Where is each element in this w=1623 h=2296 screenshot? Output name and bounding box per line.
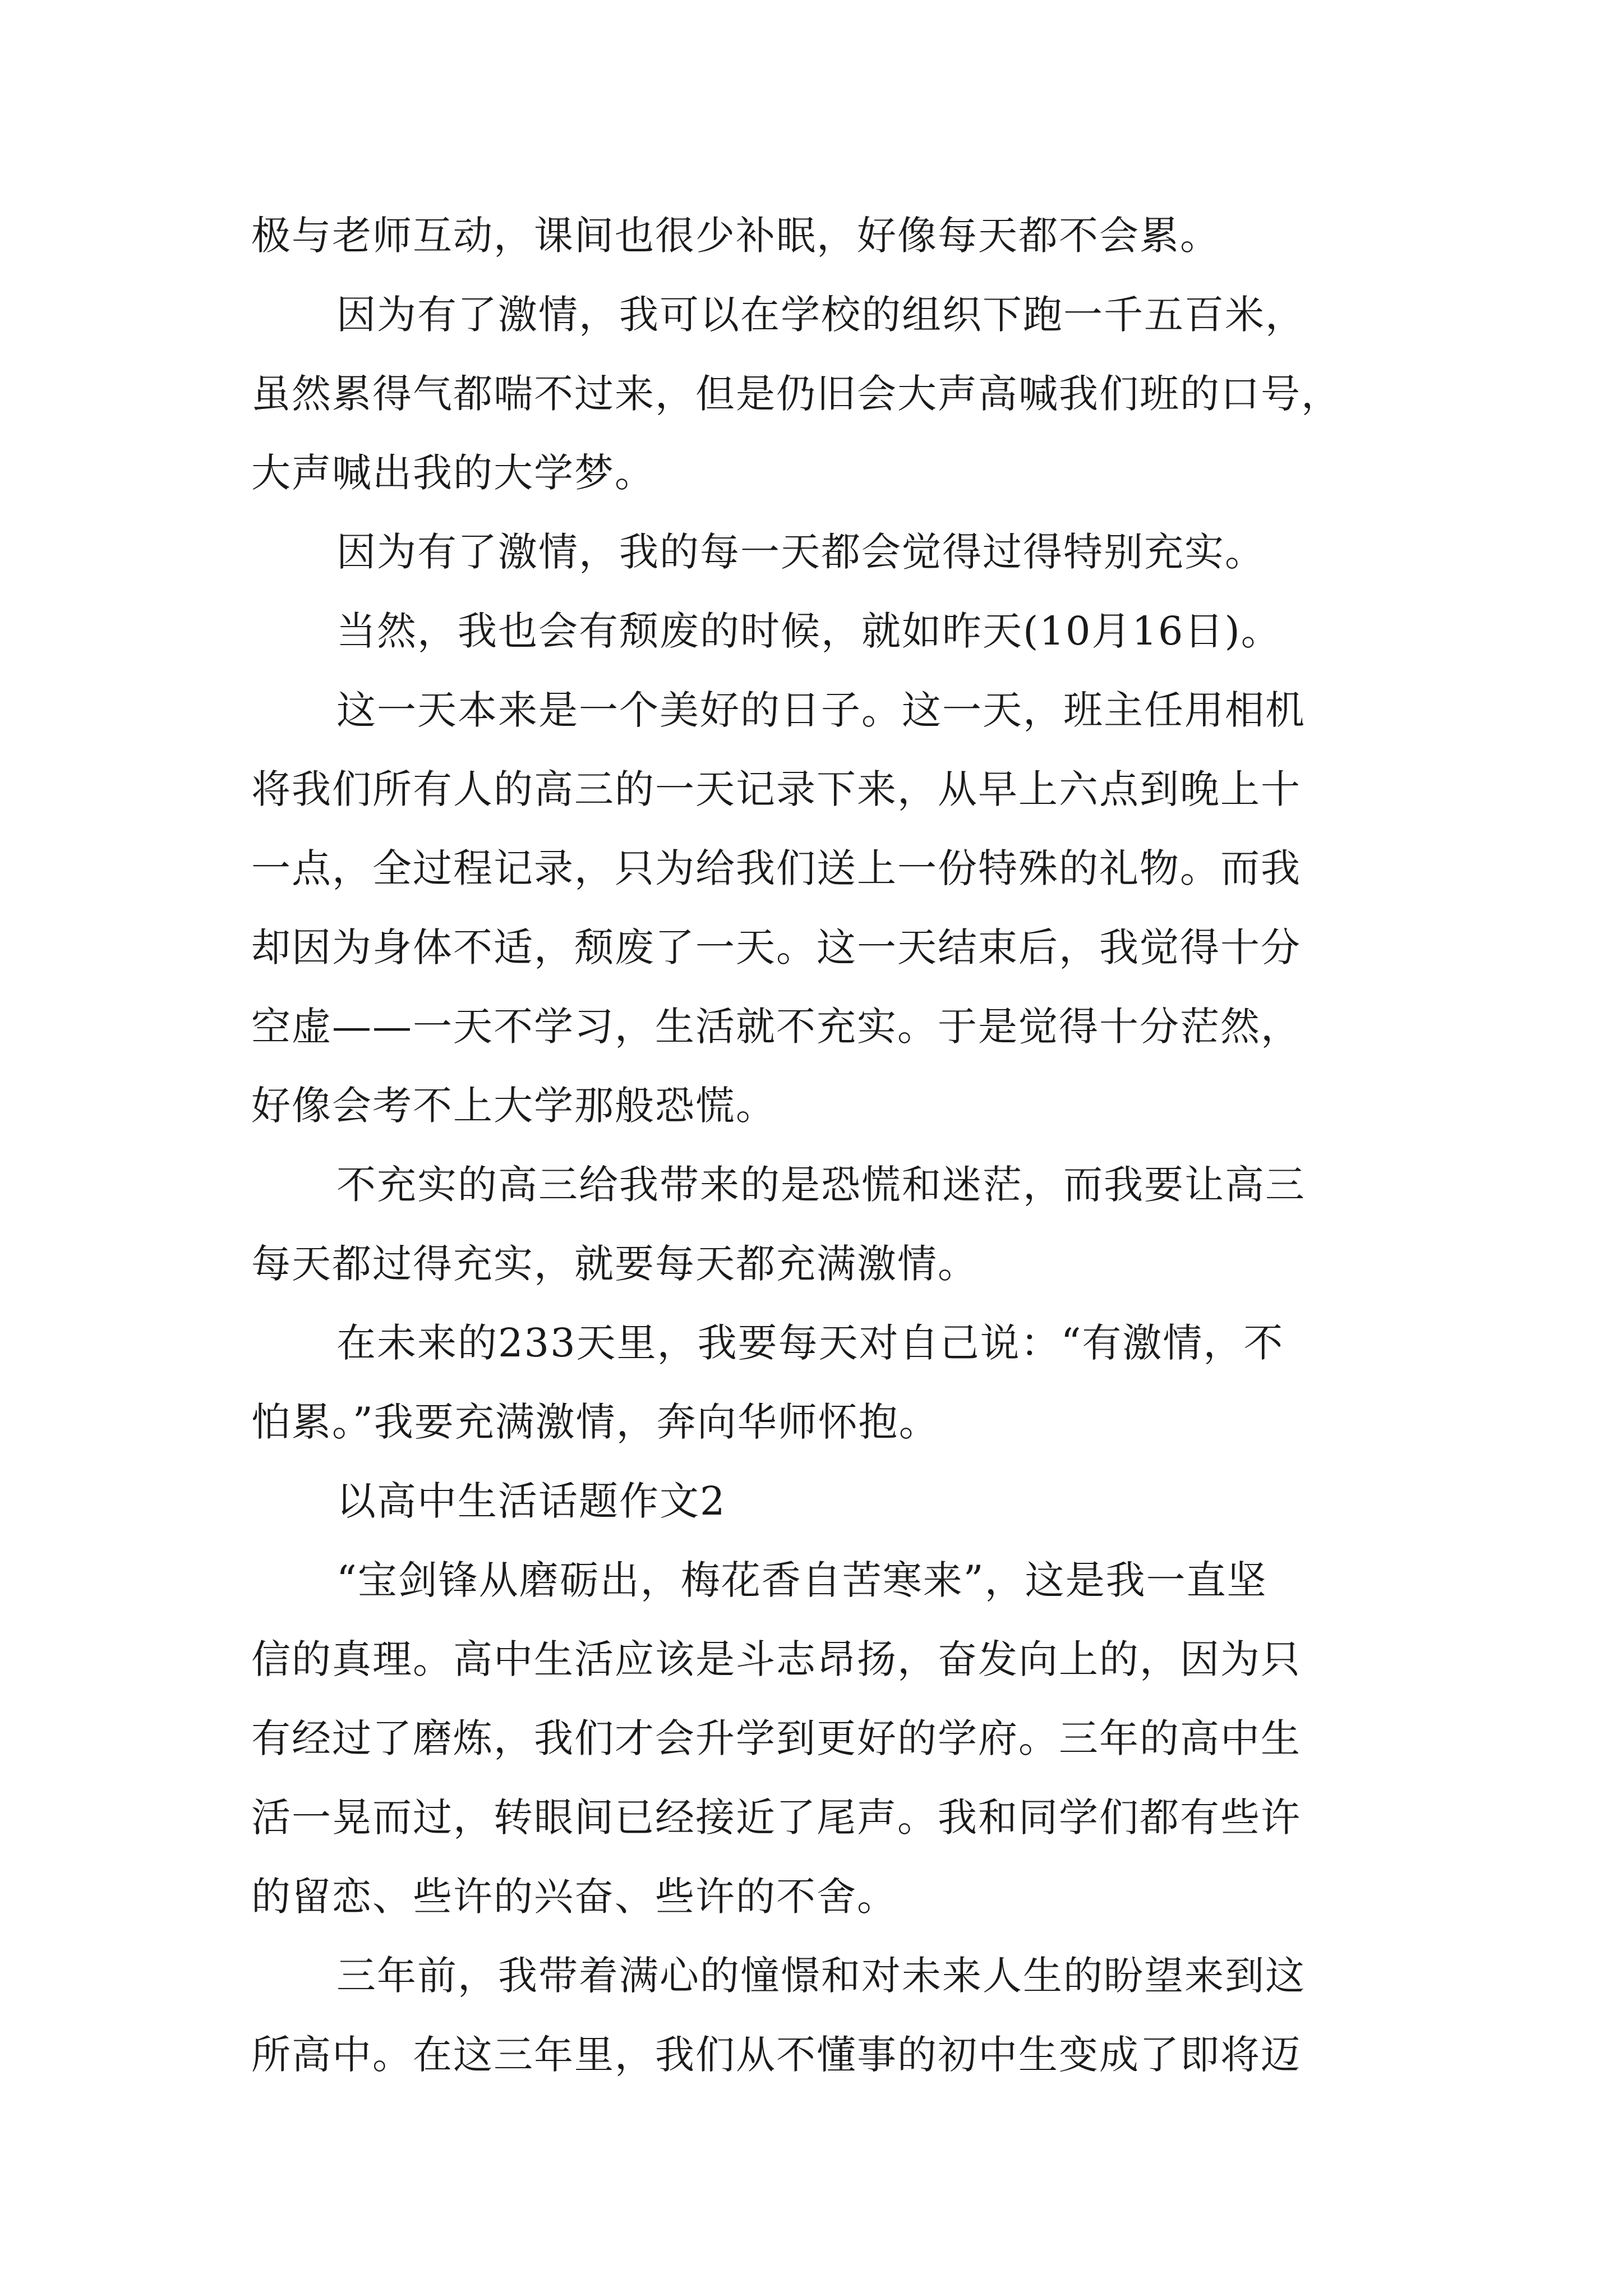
paragraph-start: 在未来的233天里，我要每天对自己说：“有激情，不: [336, 1320, 1284, 1366]
text-line: 好像会考不上大学那般恐慌。: [251, 1083, 776, 1129]
text-line: 却因为身体不适，颓废了一天。这一天结束后，我觉得十分: [251, 924, 1301, 970]
text-line: 信的真理。高中生活应该是斗志昂扬，奋发向上的，因为只: [251, 1636, 1301, 1682]
text-line: 怕累。”我要充满激情，奔向华师怀抱。: [251, 1399, 939, 1445]
paragraph-start: 这一天本来是一个美好的日子。这一天，班主任用相机: [336, 687, 1306, 733]
text-line: 所高中。在这三年里，我们从不懂事的初中生变成了即将迈: [251, 2032, 1301, 2078]
text-line: 虽然累得气都喘不过来，但是仍旧会大声高喊我们班的口号，: [251, 371, 1341, 417]
paragraph-start: 因为有了激情，我可以在学校的组织下跑一千五百米，: [336, 292, 1306, 338]
text-line: 的留恋、些许的兴奋、些许的不舍。: [251, 1874, 897, 1920]
text-line: 每天都过得充实，就要每天都充满激情。: [251, 1241, 978, 1287]
paragraph-start: 当然，我也会有颓废的时候，就如昨天(10月16日)。: [336, 608, 1281, 654]
text-line: 大声喊出我的大学梦。: [251, 450, 655, 496]
text-line: 活一晃而过，转眼间已经接近了尾声。我和同学们都有些许: [251, 1795, 1301, 1841]
text-line: 将我们所有人的高三的一天记录下来，从早上六点到晚上十: [251, 766, 1301, 812]
paragraph-start: 三年前，我带着满心的憧憬和对未来人生的盼望来到这: [336, 1953, 1306, 1999]
text-line: 有经过了磨炼，我们才会升学到更好的学府。三年的高中生: [251, 1715, 1301, 1761]
paragraph-start: 因为有了激情，我的每一天都会觉得过得特别充实。: [336, 529, 1265, 575]
text-line: 空虚——一天不学习，生活就不充实。于是觉得十分茫然，: [251, 1004, 1301, 1050]
paragraph-start: “宝剑锋从磨砺出，梅花香自苦寒来”，这是我一直坚: [336, 1557, 1267, 1603]
text-line: 极与老师互动，课间也很少补眠，好像每天都不会累。: [251, 213, 1220, 259]
text-line: 一点，全过程记录，只为给我们送上一份特殊的礼物。而我: [251, 845, 1301, 891]
section-heading: 以高中生活话题作文2: [336, 1478, 726, 1524]
paragraph-start: 不充实的高三给我带来的是恐慌和迷茫，而我要让高三: [336, 1162, 1306, 1208]
